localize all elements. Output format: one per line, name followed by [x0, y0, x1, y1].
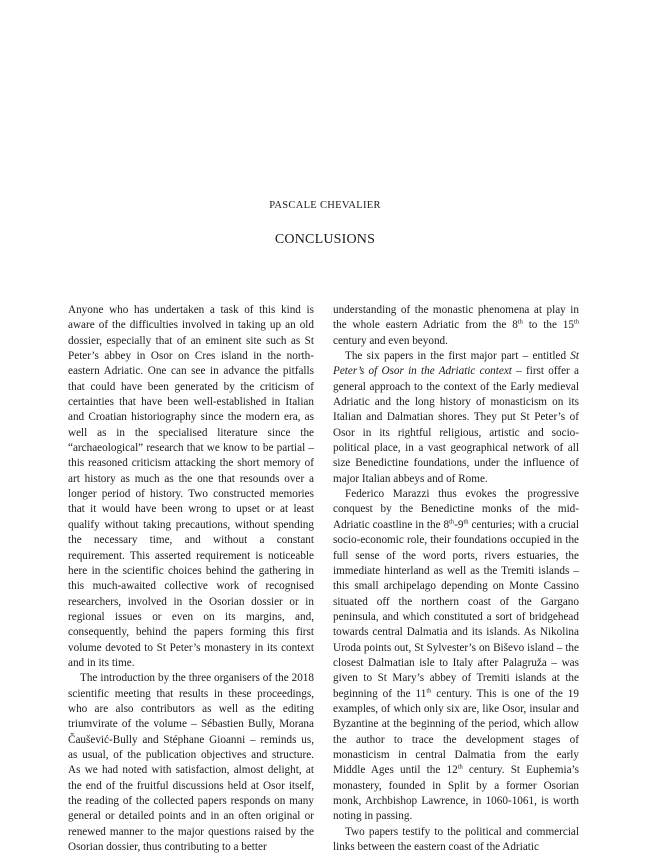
paragraph — [333, 487, 579, 825]
text-run: The six papers in the first major part – entitled — [345, 350, 571, 363]
superscript: th — [449, 518, 455, 526]
chapter-title: CONCLUSIONS — [274, 232, 376, 247]
superscript: th — [457, 763, 463, 771]
paragraph: Anyone who has undertaken a task of this kind is aware of the difficulties involved in taking up an old dossier, especially that of an eminent site such as St Peter’s abbey in Osor on Cres island in the north-eastern Adriatic. One can see in advance the pitfalls that could have been generated by the criticism of certainties that have been well-established in Italian and Croatian historiography since the modern era, as well as in the specialised literature since the “archaeological” research that we know to be partial – this reasoned criticism attacking the short memory of art history as much as the one that resounds over a longer period of history. Two constructed memories that it would have been wrong to upset or at least qualify without taking precautions, without spending the necessary time, and without a constant requirement. This asserted requirement is noticeable here in the scientific choices behind the gathering in this much-awaited collective work of recognised researchers, involved in the Osorian dossier or in regional issues or even on its margins, and, consequently, behind the papers forming this first volume devoted to St Peter’s monastery in its context and in its time. — [68, 304, 314, 669]
text-run: century. St Euphemia’s monastery, founded in Split by a former Osorian monk, Archbishop Lawrence, in 1060-1061, is worth noting in passing. — [333, 764, 580, 823]
superscript: th — [426, 686, 432, 694]
text-run: understanding of the monastic phenomena at play in the whole eastern Adriatic from the 8 — [333, 304, 579, 332]
paragraph: Two papers testify to the political and commercial links between the eastern coast of the Adriatic — [333, 825, 579, 854]
text-run: century. This is one of the 19 examples, of which only six are, like Osor, insular and Byzantine at the beginning of the period, which allow the author to trace the development stages of monasticism in central Dalmatia from the early Middle Ages until the 12 — [333, 687, 579, 777]
paragraph: The introduction by the three organisers of the 2018 scientific meeting that results in these proceedings, who are also contributors as well as the editing triumvirate of the volume – Sébastien Bully, Morana Čaušević-Bully and Stéphane Gioanni – reminds us, as usual, of the publication objectives and structure. As we had noted with satisfaction, almost delight, at the end of the fruitful discussions held at Osor itself, the reading of the collected papers responds on many general or detailed points and in an often original or renewed manner to the major questions raised by the Osorian dossier, thus contributing to a better — [68, 672, 314, 854]
superscript: th — [463, 518, 469, 526]
italic-title: St Peter’s of Osor in the Adriatic context — [333, 350, 579, 378]
left-column — [68, 303, 314, 855]
text-run: -9 — [454, 518, 464, 531]
paragraph — [333, 303, 579, 349]
superscript: th — [573, 318, 580, 326]
paragraph — [333, 349, 579, 487]
text-run: to the 15 — [522, 319, 574, 332]
author-name: PASCALE CHEVALIER — [269, 200, 381, 211]
superscript: th — [517, 318, 523, 326]
text-run: centuries; with a crucial socio-economic role, their foundations occupied in the full sense of the word ports, rivers estuaries, the immediate hinterland as well as the Tremiti islands – this small archipelago depending on Monte Cassino situated off the northern coast of the Gargano peninsula, and which constituted a sort of bridgehead towards central Dalmatia and its islands. As Nikolina Uroda points out, St Sylvester’s on Biševo island – the closest Dalmatian isle to Italy after Palagruža – was given to St Mary’s abbey of Tremiti islands at the beginning of the 11 — [333, 518, 579, 700]
text-run: century and even beyond. — [333, 334, 448, 347]
text-run: – first offer a general approach to the context of the Early medieval Adriatic and the long history of monasticism on its Italian and Dalmatian shores. They put St Peter’s of Osor in its rightful religious, artistic and socio-political place, in a vast geographical network of all size Benedictine foundations, under the influence of major Italian abbeys and of Rome. — [333, 365, 579, 485]
text-run: Federico Marazzi thus evokes the progressive conquest by the Benedictine monks of the mid-Adriatic coastline in the 8 — [333, 488, 579, 531]
right-column — [333, 303, 579, 855]
